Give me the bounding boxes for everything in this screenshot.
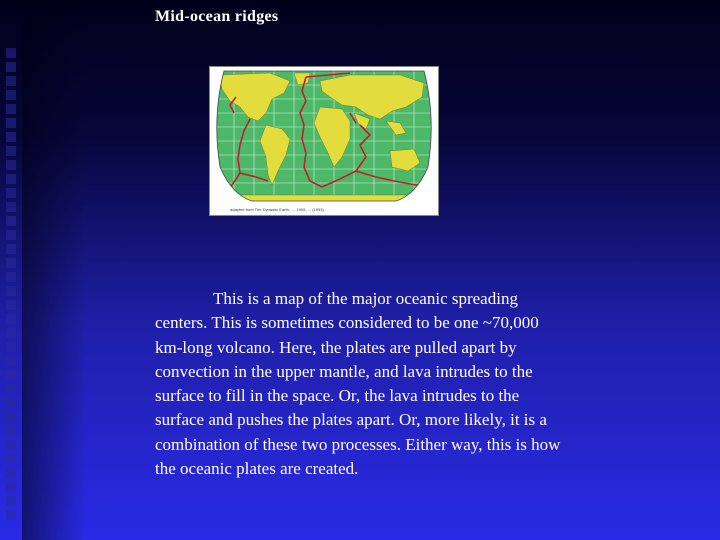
slide-title: Mid-ocean ridges	[155, 8, 279, 25]
side-decoration-strip	[0, 0, 22, 540]
side-shade	[22, 0, 86, 540]
map-figure	[209, 66, 439, 216]
world-map-icon	[210, 67, 438, 215]
slide-body-text: This is a map of the major oceanic spreading centers. This is sometimes considered to be one ~70,000 km-long volcano. Here, the plates are pulled apart by convection in the upper mantle, and lava intrudes to the surface to fill in the space. Or, the lava intrudes to the surface and pushes the plates apart. Or, more likely, it is a combination of these two processes. Either way, this is how the oceanic plates are created.	[155, 289, 561, 479]
map-caption: adapted from The Dynamic Earth, ..., 1992; ... (1993)	[230, 207, 324, 212]
